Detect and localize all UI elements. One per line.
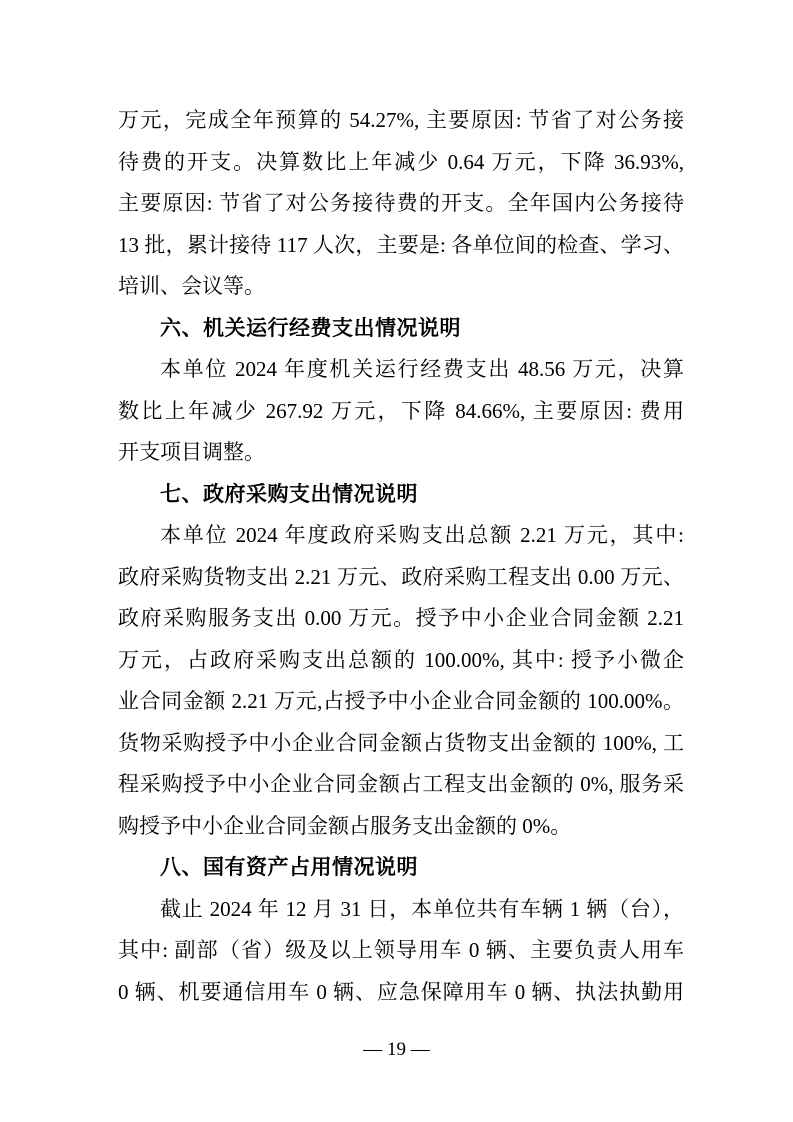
text-line: 政府采购货物支出 2.21 万元、政府采购工程支出 0.00 万元、 (118, 564, 684, 589)
section-heading: 六、机关运行经费支出情况说明 (160, 316, 461, 340)
text-line: 购授予中小企业合同金额占服务支出金额的 0%。 (118, 813, 572, 838)
text-line: 万元，占政府采购支出总额的 100.00%, 其中: 授予小微企 (118, 647, 684, 672)
document-body (118, 100, 684, 1013)
text-line: 本单位 2024 年度机关运行经费支出 48.56 万元，决算 (160, 357, 684, 381)
text-line: 待费的开支。决算数比上年减少 0.64 万元，下降 36.93%, (118, 149, 684, 174)
text-line: 截止 2024 年 12 月 31 日，本单位共有车辆 1 辆（台）， (160, 896, 684, 921)
text-line: 培训、会议等。 (118, 274, 265, 298)
text-line: 程采购授予中小企业合同金额占工程支出金额的 0%, 服务采 (118, 772, 684, 796)
text-line: 政府采购服务支出 0.00 万元。授予中小企业合同金额 2.21 (118, 606, 684, 630)
text-line: 其中: 副部（省）级及以上领导用车 0 辆、主要负责人用车 (118, 938, 684, 962)
text-line: 开支项目调整。 (118, 440, 265, 464)
text-line: 本单位 2024 年度政府采购支出总额 2.21 万元，其中: (160, 523, 684, 547)
text-line: 0 辆、机要通信用车 0 辆、应急保障用车 0 辆、执法执勤用 (118, 979, 684, 1004)
text-line: 13 批，累计接待 117 人次，主要是: 各单位间的检查、学习、 (118, 232, 684, 257)
text-line: 主要原因: 节省了对公务接待费的开支。全年国内公务接待 (118, 191, 684, 215)
text-line: 货物采购授予中小企业合同金额占货物支出金额的 100%, 工 (118, 730, 684, 755)
text-line: 业合同金额 2.21 万元,占授予中小企业合同金额的 100.00%。 (118, 689, 684, 713)
section-heading: 七、政府采购支出情况说明 (160, 482, 418, 506)
text-line: 数比上年减少 267.92 万元，下降 84.66%, 主要原因: 费用 (118, 398, 684, 423)
page-number: — 19 — (363, 1039, 430, 1060)
section-heading: 八、国有资产占用情况说明 (160, 856, 418, 879)
text-line: 万元，完成全年预算的 54.27%, 主要原因: 节省了对公务接 (118, 108, 684, 132)
